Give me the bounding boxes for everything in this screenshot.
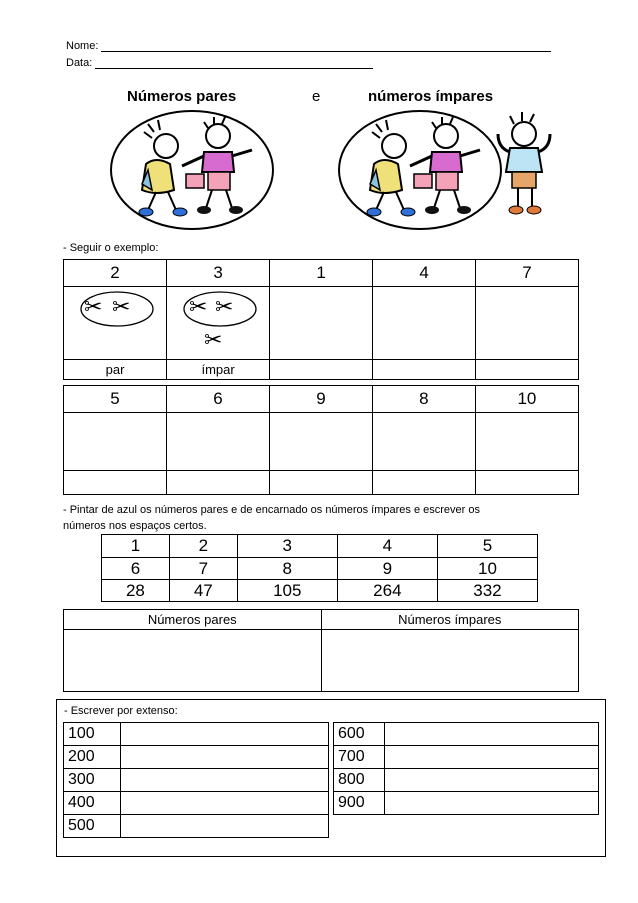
- grouping-cell: [167, 287, 270, 360]
- extenso-number: 800: [334, 769, 385, 792]
- name-label: Nome:: [66, 40, 99, 52]
- col-header-impares: Números ímpares: [321, 610, 579, 630]
- instruction-extenso: - Escrever por extenso:: [64, 705, 178, 717]
- answer-field[interactable]: [475, 471, 578, 495]
- col-header-pares: Números pares: [64, 610, 322, 630]
- grid-number[interactable]: 10: [437, 558, 537, 580]
- grid-number[interactable]: 47: [169, 580, 237, 602]
- extenso-number: 600: [334, 723, 385, 746]
- extenso-number: 400: [64, 792, 121, 815]
- extenso-number: 700: [334, 746, 385, 769]
- pares-answer-area[interactable]: [64, 630, 322, 692]
- exercise-number: 1: [270, 260, 373, 287]
- grid-number[interactable]: 2: [169, 535, 237, 558]
- answer-drawing-cell[interactable]: [270, 287, 373, 360]
- answer-drawing-cell[interactable]: [64, 413, 167, 471]
- example-number: 2: [64, 260, 167, 287]
- extenso-answer-field[interactable]: [121, 746, 329, 769]
- instruction-line: - Pintar de azul os números pares e de encarnado os números ímpares e escrever os: [63, 504, 480, 516]
- exercise-number: 9: [269, 386, 372, 413]
- answer-label: par: [64, 360, 167, 380]
- exercise-number: 5: [64, 386, 167, 413]
- answer-drawing-cell[interactable]: [166, 413, 269, 471]
- extenso-answer-field[interactable]: [385, 792, 599, 815]
- answer-field[interactable]: [372, 471, 475, 495]
- answer-label: ímpar: [167, 360, 270, 380]
- example-number: 3: [167, 260, 270, 287]
- example-table: [63, 259, 579, 380]
- answer-field[interactable]: [269, 471, 372, 495]
- grid-number[interactable]: 1: [102, 535, 170, 558]
- grid-number[interactable]: 6: [102, 558, 170, 580]
- scissors-icon: ✂: [84, 294, 103, 319]
- answer-field[interactable]: [373, 360, 476, 380]
- grid-number[interactable]: 9: [337, 558, 437, 580]
- answer-field[interactable]: [270, 360, 373, 380]
- extenso-number: 300: [64, 769, 121, 792]
- date-line[interactable]: [66, 57, 373, 69]
- grid-number[interactable]: 105: [237, 580, 337, 602]
- exercise-number: 10: [475, 386, 578, 413]
- extenso-left-table: [63, 722, 329, 838]
- exercise-number: 4: [373, 260, 476, 287]
- grouping-cell: [64, 287, 167, 360]
- name-field[interactable]: [101, 51, 551, 52]
- grid-number[interactable]: 4: [337, 535, 437, 558]
- scissors-icon: ✂: [204, 327, 223, 352]
- extenso-box: [56, 699, 606, 857]
- kids-pair-illustration: [108, 108, 276, 232]
- answer-field[interactable]: [64, 471, 167, 495]
- sorting-table: [63, 609, 579, 692]
- grid-number[interactable]: 7: [169, 558, 237, 580]
- numbers-grid: [101, 534, 538, 602]
- scissors-icon: ✂: [215, 294, 234, 319]
- grid-number[interactable]: 264: [337, 580, 437, 602]
- scissors-icon: ✂: [189, 294, 208, 319]
- answer-drawing-cell[interactable]: [476, 287, 579, 360]
- extenso-answer-field[interactable]: [121, 815, 329, 838]
- instruction-seguir: - Seguir o exemplo:: [63, 242, 159, 254]
- answer-drawing-cell[interactable]: [475, 413, 578, 471]
- extenso-answer-field[interactable]: [121, 769, 329, 792]
- extenso-right-table: [333, 722, 599, 815]
- answer-field[interactable]: [166, 471, 269, 495]
- date-field[interactable]: [95, 68, 373, 69]
- grid-number[interactable]: 332: [437, 580, 537, 602]
- title-impares: números ímpares: [368, 88, 494, 105]
- exercise-number: 8: [372, 386, 475, 413]
- extenso-number: 100: [64, 723, 121, 746]
- grid-number[interactable]: 3: [237, 535, 337, 558]
- title-pares: Números pares: [127, 88, 237, 105]
- exercise-number: 6: [166, 386, 269, 413]
- extenso-answer-field[interactable]: [121, 792, 329, 815]
- scissors-icon: ✂: [112, 294, 131, 319]
- exercise-table: [63, 385, 579, 495]
- title-e: e: [312, 88, 321, 105]
- grid-number[interactable]: 8: [237, 558, 337, 580]
- answer-field[interactable]: [476, 360, 579, 380]
- date-label: Data:: [66, 57, 93, 69]
- answer-drawing-cell[interactable]: [373, 287, 476, 360]
- extenso-answer-field[interactable]: [385, 769, 599, 792]
- exercise-number: 7: [476, 260, 579, 287]
- impares-answer-area[interactable]: [321, 630, 579, 692]
- grid-number[interactable]: 28: [102, 580, 170, 602]
- answer-drawing-cell[interactable]: [372, 413, 475, 471]
- extenso-number: 200: [64, 746, 121, 769]
- grid-number[interactable]: 5: [437, 535, 537, 558]
- extenso-answer-field[interactable]: [385, 723, 599, 746]
- kids-trio-illustration: [336, 108, 561, 232]
- extenso-answer-field[interactable]: [385, 746, 599, 769]
- extenso-number: 900: [334, 792, 385, 815]
- instruction-pintar: [63, 502, 480, 534]
- name-line[interactable]: [66, 40, 551, 52]
- extenso-answer-field[interactable]: [121, 723, 329, 746]
- answer-drawing-cell[interactable]: [269, 413, 372, 471]
- instruction-line: números nos espaços certos.: [63, 520, 207, 532]
- extenso-number: 500: [64, 815, 121, 838]
